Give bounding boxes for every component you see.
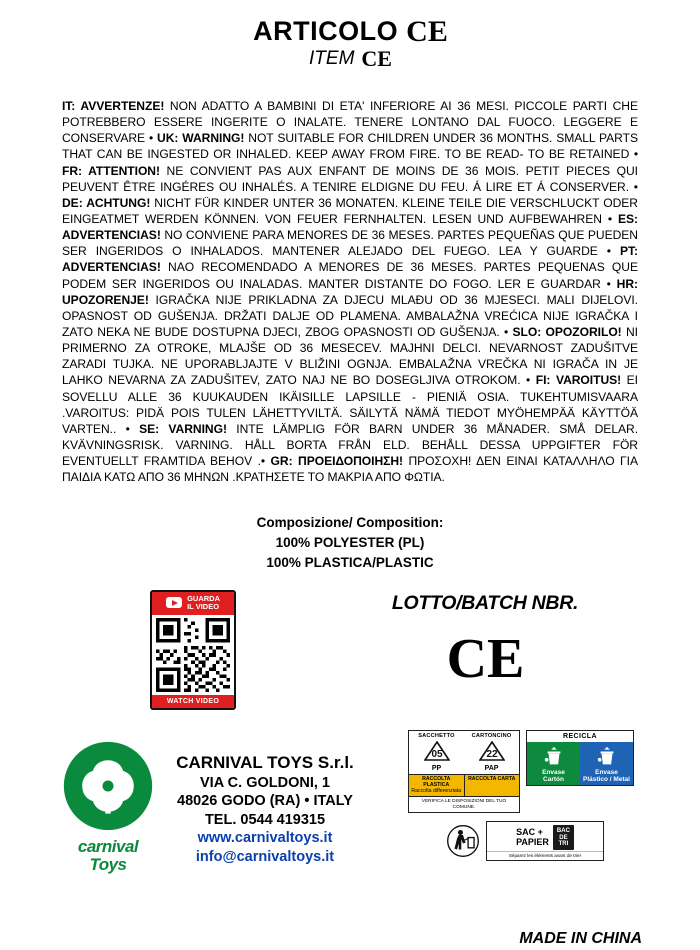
warning-language-text: NON ADATTO A BAMBINI DI ETA' INFERIORE AI 36 MESI. PICCOLE PARTI CHE POTREBBERO ESSERE INGERITE O INALATE. TENERE LONTANO DAL FUOCO. LEGGERE E CONSERVARE • (62, 99, 638, 146)
company-name: CARNIVAL TOYS S.r.l. (176, 753, 354, 773)
video-badge-line1: GUARDA (187, 594, 220, 604)
bac-l1: BAC (556, 828, 570, 835)
recycling-marks (408, 730, 648, 861)
ce-e-glyph: E (427, 14, 447, 48)
raccolta-plastica-band (409, 775, 464, 796)
ce-e-glyph: E (487, 628, 524, 691)
warning-language-label: GR: ΠΡΟΕΙΔΟΠΟΙΗΣΗ! (270, 454, 403, 469)
warning-language-label: SLO: OPOZORILO! (512, 324, 622, 339)
raccolta-carta-title: RACCOLTA CARTA (468, 776, 516, 783)
recycle-triangle-pap (472, 741, 512, 763)
warning-language-label: ES: ADVERTENCIAS! (62, 211, 638, 243)
sac-line-1: SAC + (516, 827, 543, 838)
mobius-loop-icon-2 (479, 741, 505, 761)
bac-de-tri-chip (553, 825, 574, 850)
website-link[interactable]: www.carnivaltoys.it (197, 830, 333, 847)
warning-language-text: INTE LÄMPLIG FÖR BARN UNDER 36 MÅNADER. SMÅ DELAR. KVÄVNINGSRISK. VARNING. HÅLL BORTA FRÅN ELD. BEHÅLL DESSA UPPGIFTER FÖR EVENTUELLT FRAMTIDA BEHOV .• (62, 421, 639, 469)
raccolta-plastica-title: RACCOLTA PLASTICA (422, 776, 451, 788)
item-row (0, 48, 700, 70)
logo-wordmark-line1: carnival (77, 837, 139, 857)
sac-papier-block (446, 821, 616, 861)
telephone: TEL. 0544 419315 (204, 811, 326, 828)
recicla-carton-cell (527, 742, 580, 785)
recicla-head: RECICLA (563, 733, 597, 741)
clover-logo-icon (62, 740, 154, 832)
warning-language-text: IGRAČKA NIJE PRIKLADNA ZA DJECU MLAĐU OD 36 MJESECI. MALI DIJELOVI. OPASNOST OD GUŠENJA. DRŽATI DALJE OD PLAMENA. AMBALAŽNA VREĆICA NIJE IGRAČKA I ZATO NEKA NE BUDE DOSTUPNA DJECI, ZBOG OPASNOSTI OD GUŠENJA. • (62, 292, 638, 339)
cartoncino-head: CARTONCINO (471, 733, 512, 740)
address-line-2: 48026 GODO (RA) • ITALY (177, 793, 353, 810)
recicla-box (526, 730, 634, 786)
sac-papier-card (486, 821, 604, 861)
recycle-bin-icon-plastic (596, 746, 618, 768)
recycle-bin-icon-carton (543, 746, 565, 768)
composition-line-1: 100% POLYESTER (PL) (275, 534, 425, 550)
recicla-plastico-l2: Plástico / Metal (583, 776, 630, 784)
warning-language-label: FI: VAROITUS! (535, 373, 622, 388)
watch-video-badge[interactable] (150, 590, 236, 710)
ce-c-glyph: C (406, 14, 427, 48)
ce-mark-icon-large (446, 628, 524, 691)
watch-video-label: WATCH VIDEO (152, 695, 234, 708)
lotto-title: LOTTO/BATCH NBR. (391, 592, 579, 615)
recicla-plastico-l1: Envase (595, 769, 618, 777)
qr-code-icon (156, 618, 230, 692)
raccolta-carta-band (464, 775, 520, 796)
ce-e-glyph: E (377, 46, 391, 71)
warnings-paragraph (62, 98, 638, 485)
recicla-carton-l2: Cartón (543, 776, 564, 784)
warning-language-label: FR: ATTENTION! (62, 163, 160, 178)
articolo-label: ARTICOLO (253, 16, 399, 46)
sacchetto-head: SACCHETTO (418, 733, 455, 740)
pp-code-label: PP (431, 765, 442, 773)
sacchetto-cartoncino-box (408, 730, 520, 813)
company-address (160, 752, 370, 866)
warning-language-text: ΠΡΟΣΟΧΗ! ΔΕΝ ΕΙΝΑΙ ΚΑΤΑΛΛΗΛΟ ΓΙΑ ΠΑΙΔΙΑ ΚΑΤΩ ΑΠΟ 36 ΜΗΝΩΝ .ΚΡΑΤΗΣΕΤΕ ΤΟ ΜΑΚΡΙΑ ΑΠΟ ΦΩΤΙΑ. (62, 454, 638, 485)
ce-mark-icon-small (361, 48, 391, 70)
sac-papier-text (516, 828, 549, 847)
middle-section (0, 590, 700, 740)
composition-block (0, 513, 700, 572)
warning-language-label: IT: AVVERTENZE! (62, 99, 165, 113)
pap-code-number: 22 (485, 749, 498, 761)
warning-language-text: NE CONVIENT PAS AUX ENFANT DE MOINS DE 36 MOIS. PETIT PIECES QUI PEUVENT ÊTRE INGÉRES OU INHALÉS. A TENIRE ELDIGNE DU FEU. Á LIRE ET Á CONSERVER. • (62, 163, 638, 194)
page-header (0, 0, 700, 70)
ce-c-glyph: C (446, 628, 487, 691)
sac-papier-footnote: Séparez les éléments avant de trier (487, 851, 603, 860)
warning-language-text: NO CONVIENE PARA MENORES DE 36 MESES. PARTES PEQUEÑAS QUE PUEDEN SER INGERIDOS O INHALADOS. MANTENER ALEJADO DEL FUEGO. LEA Y GUARDE • (62, 228, 638, 259)
ce-mark-icon (406, 14, 447, 48)
warning-language-text: NOT SUITABLE FOR CHILDREN UNDER 36 MONTHS. SMALL PARTS THAT CAN BE INGESTED OR INHALED. KEEP AWAY FROM FIRE. TO BE READ- TO BE RETAINED • (62, 131, 639, 162)
bac-l2: DE (559, 834, 568, 841)
lotto-block (360, 592, 610, 691)
composition-title: Composizione/ Composition: (256, 515, 444, 531)
warning-language-label: PT: ADVERTENCIAS! (62, 244, 638, 275)
warning-language-text: EI SOVELLU ALLE 36 KUUKAUDEN IKÄISILLE LAPSILLE - PIENIÄ OSIA. TUKEHTUMISVAARA .VAROITUS: PIDÄ POIS TULEN LÄHETTYVILTÄ. SÄILYTÄ NÄMÄ TIEDOT MYÖHEMPÄÄ KÄYTTÖÄ VARTEN.. • (62, 373, 638, 436)
warning-language-text: NI PRIMERNO ZA OTROKE, MLAJŠE OD 36 MESECEV. MAJHNI DELCI. NEVARNOST ZADUŠITVE ZARADI TUJKA. NE UPORABLJAJTE V BLIŽINI OGNJA. EMBALAŽNA VREČKA NI IGRAČA IN JE LAHKO NEVARNA ZA ZADUŠITEV, ZATO NAJ NE BO DOSEGLJIVA OTROKOM. • (62, 324, 638, 388)
email-link[interactable]: info@carnivaltoys.it (195, 849, 335, 865)
pp-code-number: 05 (430, 749, 443, 761)
address-line-1: VIA C. GOLDONI, 1 (200, 774, 330, 791)
warning-language-label: UK: WARNING! (157, 131, 245, 146)
ce-c-glyph: C (361, 46, 377, 71)
warning-language-label: DE: ACHTUNG! (62, 195, 151, 210)
made-in-china-label: MADE IN CHINA (519, 930, 642, 948)
mobius-loop-icon (424, 741, 450, 761)
recicla-carton-l1: Envase (542, 769, 565, 777)
video-badge-header (152, 592, 234, 615)
comune-disclaimer: VERIFICA LE DISPOSIZIONI DEL TUO COMUNE. (409, 796, 519, 812)
composition-line-2: 100% PLASTICA/PLASTIC (266, 554, 434, 570)
tidyman-icon (446, 824, 480, 858)
bac-l3: TRI (558, 840, 569, 847)
warning-language-label: HR: UPOZORENJE! (62, 276, 638, 307)
warning-language-label: SE: VARNING! (139, 421, 227, 436)
video-badge-line2: IL VIDEO (187, 601, 220, 611)
carnival-toys-logo (62, 740, 154, 873)
articolo-row (0, 16, 700, 47)
logo-wordmark-line2: Toys (89, 855, 127, 875)
warning-language-text: NAO RECOMENDADO A MENORES DE 36 MESES. PARTES PEQUENAS QUE PODEM SER INGERIDOS OU INALADAS. MANTER DISTANTE DO FOGO. LER E GUARDAR • (62, 260, 638, 291)
footer-section (0, 733, 700, 950)
recicla-plastico-cell (580, 742, 633, 785)
recycle-triangle-pp (417, 741, 457, 763)
pap-code-label: PAP (484, 765, 499, 773)
raccolta-plastica-sub: Raccolta differenziata (411, 787, 462, 794)
sac-line-2: PAPIER (516, 836, 549, 847)
warning-language-text: NICHT FÜR KINDER UNTER 36 MONATEN. KLEINE TEILE DIE VERSCHLUCKT ODER EINGEATMET WERDEN KÖNNEN. VON FEUER FERNHALTEN. LESEN UND AUFBEWAHREN • (62, 195, 638, 226)
youtube-play-icon (166, 597, 182, 608)
brand-block (62, 740, 370, 873)
qr-code-container (152, 615, 234, 695)
item-label: ITEM (309, 48, 355, 69)
